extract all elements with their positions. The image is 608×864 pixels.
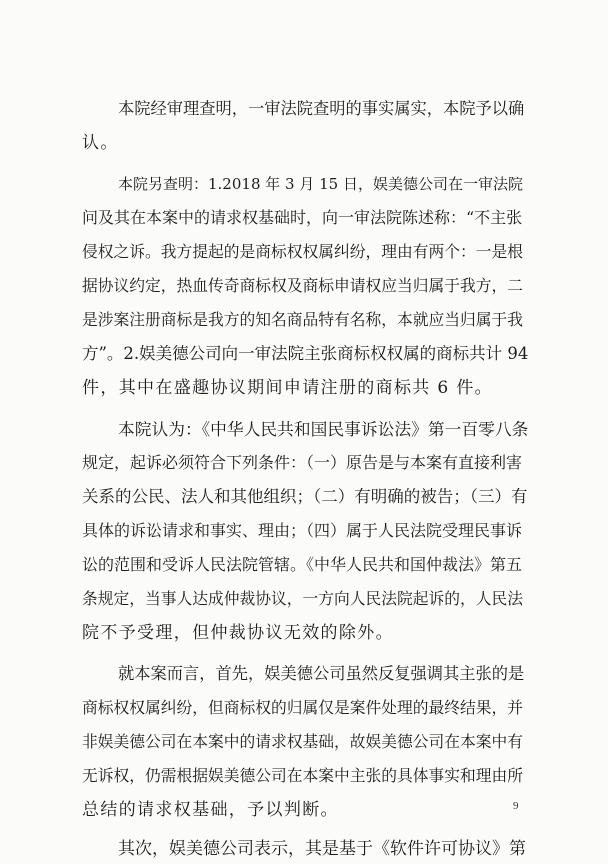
text-line: 问及其在本案中的请求权基础时，向一审法院陈述称：“不主张 [82,208,523,227]
text-line: 本院经审理查明，一审法院查明的事实属实，本院予以确 [118,99,525,118]
text-line: 据协议约定，热血传奇商标权及商标申请权应当归属于我方，二 [82,276,523,295]
text-line: 认。 [82,133,119,153]
text-line: 规定，起诉必须符合下列条件：（一）原告是与本案有直接利害 [82,453,523,472]
text-line: 院不予受理，但仲裁协议无效的除外。 [82,623,394,643]
text-line: 非娱美德公司在本案中的请求权基础，故娱美德公司在本案中有 [82,732,523,751]
text-line: 讼的范围和受诉人民法院管辖。《中华人民共和国仲裁法》第五 [82,555,523,574]
text-line: 方”。2.娱美德公司向一审法院主张商标权权属的商标共计 94 [82,344,529,363]
text-line: 其次，娱美德公司表示，其是基于《软件许可协议》第 [118,839,526,859]
page-number: 9 [513,800,519,812]
text-line: 本院认为：《中华人民共和国民事诉讼法》第一百零八条 [118,419,529,439]
text-line: 总结的请求权基础，予以判断。 [82,800,339,820]
text-line: 件，其中在盛趣协议期间申请注册的商标共 6 件。 [82,378,494,398]
text-line: 侵权之诉。我方提起的是商标权权属纠纷，理由有两个：一是根 [82,242,523,261]
text-line: 无诉权，仍需根据娱美德公司在本案中主张的具体事实和理由所 [82,766,523,785]
text-line: 具体的诉讼请求和事实、理由；（四）属于人民法院受理民事诉 [82,521,523,540]
text-line: 就本案而言，首先，娱美德公司虽然反复强调其主张的是 [118,664,525,683]
text-line: 商标权权属纠纷，但商标权的归属仅是案件处理的最终结果，并 [82,698,523,717]
text-line: 是涉案注册商标是我方的知名商品特有名称，本就应当归属于我 [82,310,523,329]
text-line: 本院另查明：1.2018 年 3 月 15 日，娱美德公司在一审法院 [118,175,523,193]
text-line: 条规定，当事人达成仲裁协议，一方向人民法院起诉的，人民法 [82,589,523,608]
text-line: 关系的公民、法人和其他组织；（二）有明确的被告；（三）有 [82,487,528,506]
